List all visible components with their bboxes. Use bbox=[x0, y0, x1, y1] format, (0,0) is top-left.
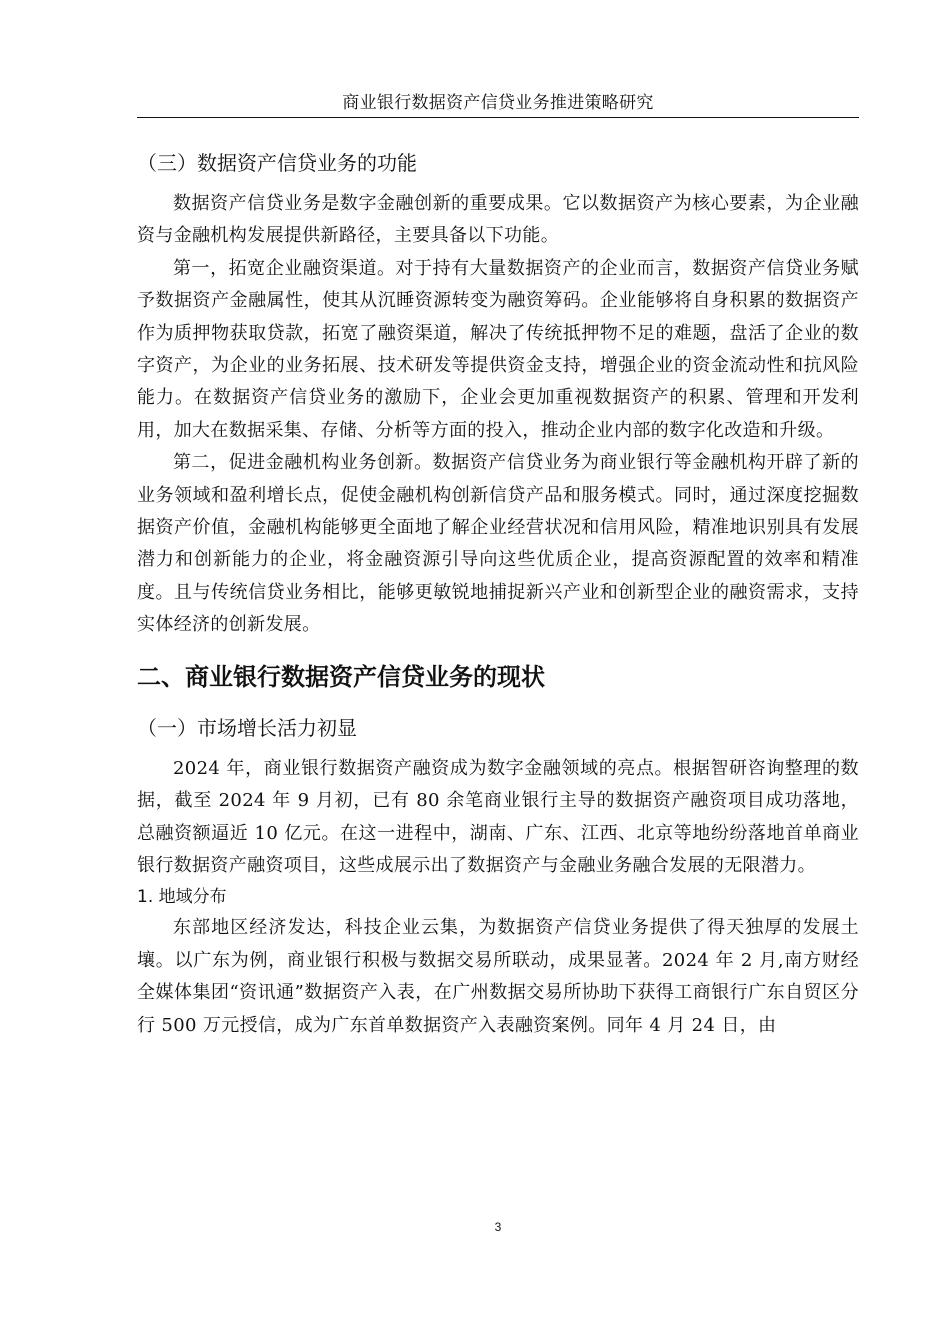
chapter-heading: 二、商业银行数据资产信贷业务的现状 bbox=[137, 662, 545, 691]
running-header: 商业银行数据资产信贷业务推进策略研究 bbox=[342, 93, 654, 113]
paragraph-first: 第一，拓宽企业融资渠道。对于持有大量数据资产的企业而言，数据资产信贷业务赋予数据资产金融属性，使其从沉睡资源转变为融资筹码。企业能够将自身积累的数据资产作为质押物获取贷款，拓宽了融资渠道，解决了传统抵押物不足的难题，盘活了企业的数字资产，为企业的业务拓展、技术研发等提供资金支持，增强企业的资金流动性和抗风险能力。在数据资产信贷业务的激励下，企业会更加重视数据资产的积累、管理和开发利用，加大在数据采集、存储、分析等方面的投入，推动企业内部的数字化改造和升级。 bbox=[137, 257, 859, 441]
paragraph-market: 2024 年，商业银行数据资产融资成为数字金融领域的亮点。根据智研咨询整理的数据，截至 2024 年 9 月初，已有 80 余笔商业银行主导的数据资产融资项目成功落地，总融资额逼近 10 亿元。在这一进程中，湖南、广东、江西、北京等地纷纷落地首单商业银行数据资产融资项目，这些成展示出了数据资产与金融业务融合发展的无限潜力。 bbox=[137, 757, 859, 876]
paragraph-region: 东部地区经济发达，科技企业云集，为数据资产信贷业务提供了得天独厚的发展土壤。以广东为例，商业银行积极与数据交易所联动，成果显著。2024 年 2 月,南方财经全媒体集团“资讯通”数据资产入表，在广州数据交易所协助下获得工商银行广东自贸区分行 500 万元授信，成为广东首单数据资产入表融资案例。同年 4 月 24 日，由 bbox=[137, 917, 859, 1036]
paragraph-second: 第二，促进金融机构业务创新。数据资产信贷业务为商业银行等金融机构开辟了新的业务领域和盈利增长点，促使金融机构创新信贷产品和服务模式。同时，通过深度挖掘数据资产价值，金融机构能够更全面地了解企业经营状况和信用风险，精准地识别具有发展潜力和创新能力的企业，将金融资源引导向这些优质企业，提高资源配置的效率和精准度。且与传统信贷业务相比，能够更敏锐地捕捉新兴产业和创新型企业的融资需求，支持实体经济的创新发展。 bbox=[137, 452, 859, 636]
paragraph-intro: 数据资产信贷业务是数字金融创新的重要成果。它以数据资产为核心要素，为企业融资与金融机构发展提供新路径，主要具备以下功能。 bbox=[137, 193, 859, 247]
item-heading-region: 1. 地域分布 bbox=[137, 887, 227, 908]
subsection-heading: （一）市场增长活力初显 bbox=[137, 715, 357, 740]
header-rule bbox=[137, 117, 859, 118]
page-number: 3 bbox=[494, 1220, 502, 1234]
section-heading-functions: （三）数据资产信贷业务的功能 bbox=[137, 151, 417, 175]
page-body bbox=[137, 138, 859, 1042]
